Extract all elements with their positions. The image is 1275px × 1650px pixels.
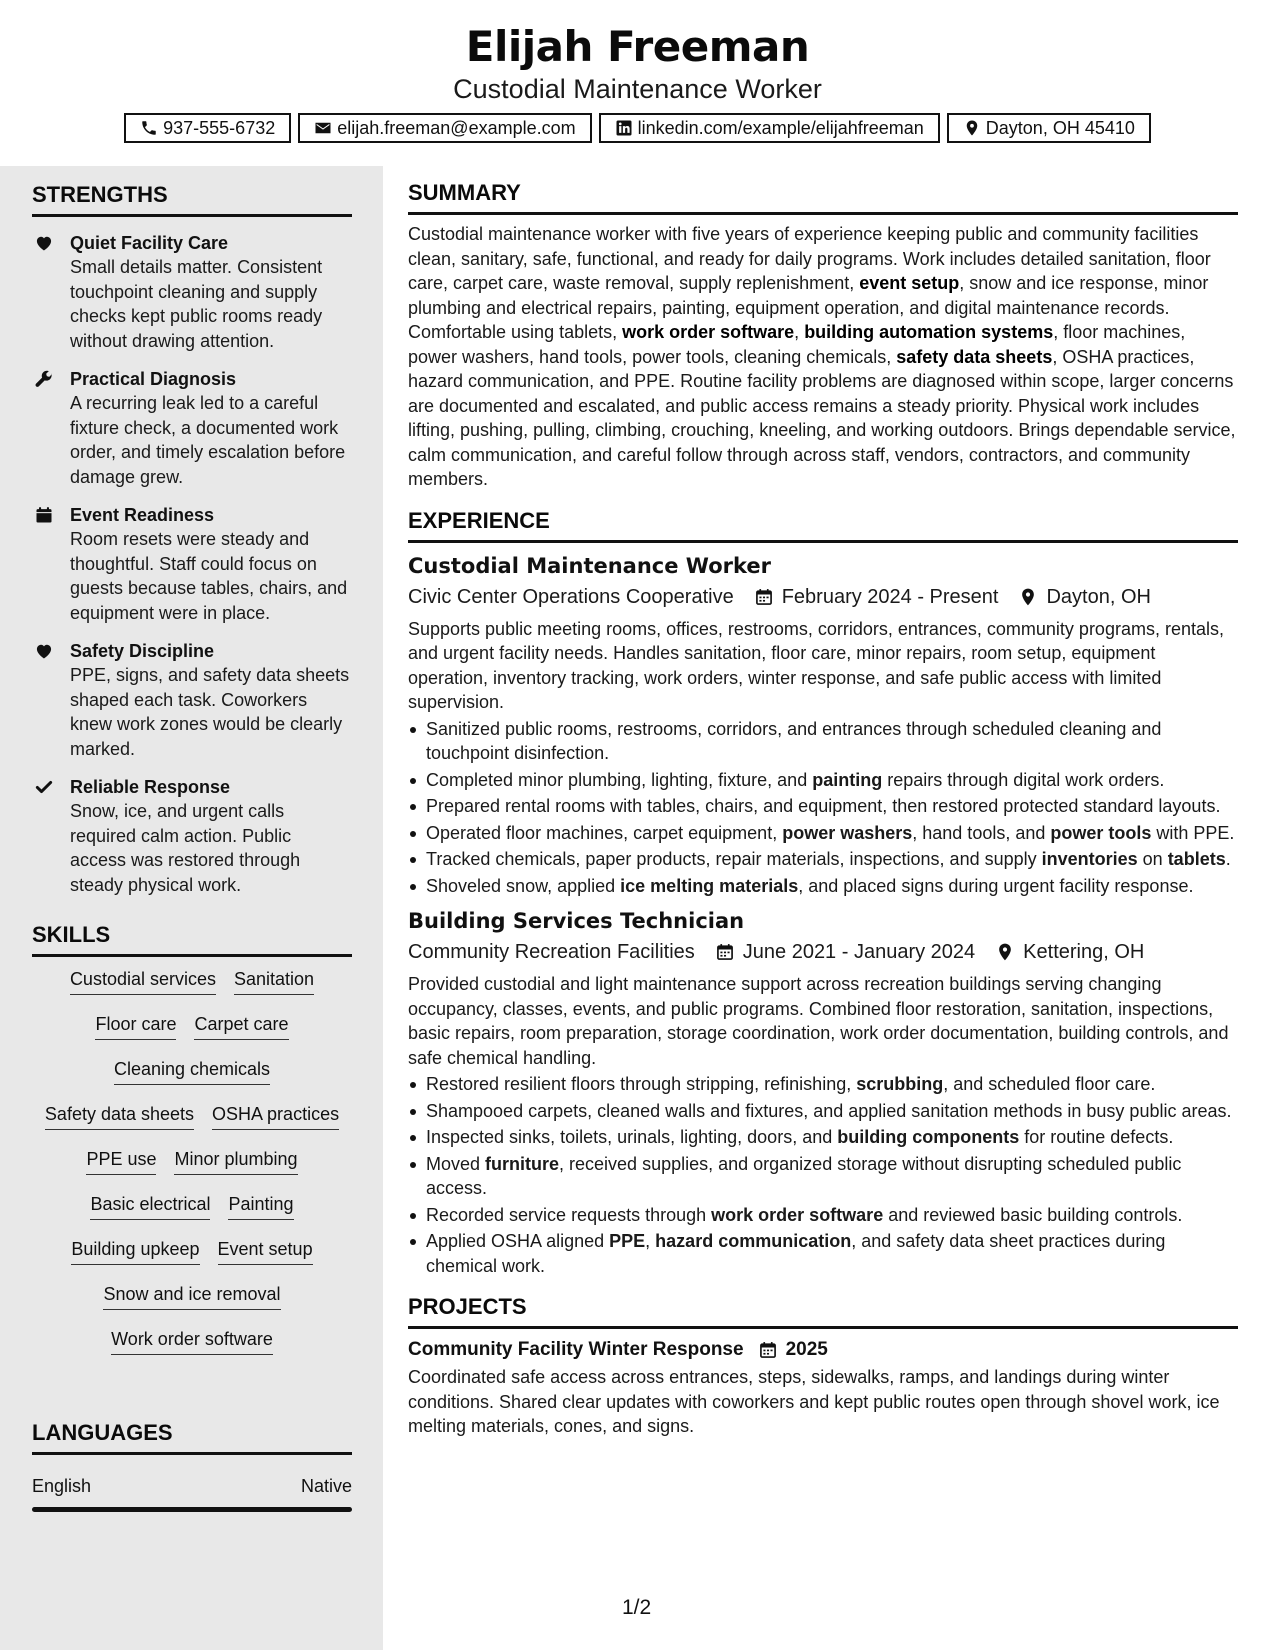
skills-title: SKILLS — [32, 922, 111, 947]
heart-icon — [34, 233, 54, 253]
bullet-item — [426, 1203, 1238, 1228]
skill-row — [32, 1012, 352, 1057]
bold-keyword: power washers — [782, 822, 913, 843]
bullet-item — [426, 821, 1238, 846]
contact-item[interactable] — [599, 113, 940, 143]
text-run: , floor machines, power washers, hand tools, power tools, cleaning chemicals, — [408, 322, 1186, 367]
projects-section — [408, 1294, 1238, 1439]
sidebar — [0, 166, 383, 1650]
skill-tag: Snow and ice removal — [103, 1282, 280, 1310]
job-location: Dayton, OH — [1046, 585, 1151, 608]
language-item — [32, 1476, 352, 1497]
section-divider — [408, 212, 1238, 215]
skill-row — [32, 1057, 352, 1102]
job-description: Provided custodial and light maintenance support across recreation buildings serving changing occupancy, classes, events, and public programs. Combined floor restoration, sanitation, inspections, basic repairs, room preparation, storage coordination, work order documentation, building controls, and safe chemical handling. — [408, 974, 1229, 1068]
job-entry — [408, 906, 1238, 1278]
skill-tag: Carpet care — [194, 1012, 288, 1040]
text-run: , — [645, 1231, 656, 1251]
skill-row — [32, 1102, 352, 1147]
skill-tag: Minor plumbing — [174, 1147, 297, 1175]
phone-icon — [140, 119, 158, 137]
skill-tag: PPE use — [86, 1147, 156, 1175]
job-dates: February 2024 - Present — [781, 585, 999, 608]
text-run: repairs through digital work orders. — [882, 769, 1165, 790]
location-icon — [1018, 587, 1038, 607]
projects-title: PROJECTS — [408, 1294, 527, 1319]
skill-tag: Event setup — [218, 1237, 313, 1265]
skill-row — [32, 1327, 352, 1372]
experience-title: EXPERIENCE — [408, 507, 550, 533]
strength-item — [32, 503, 352, 625]
text-run: . — [1225, 849, 1231, 869]
bold-keyword: work order software — [711, 1204, 884, 1225]
skill-row — [32, 967, 352, 1012]
skill-tag: Building upkeep — [71, 1237, 199, 1265]
job-meta — [408, 583, 1238, 611]
strength-title: Reliable Response — [70, 777, 231, 797]
heart-icon — [34, 641, 54, 661]
contact-bar — [0, 113, 1275, 143]
bold-keyword: scrubbing — [856, 1074, 944, 1094]
candidate-name: Elijah Freeman — [465, 22, 810, 71]
text-run: , hand tools, and — [912, 822, 1051, 843]
text-run: , and placed signs during urgent facility response. — [798, 875, 1194, 896]
check-icon — [34, 777, 54, 797]
project-description: Coordinated safe access across entrances, steps, sidewalks, ramps, and landings during winter conditions. Shared clear updates with coworkers and kept public routes open through shovel work, ice melting materials, cones, and signs. — [408, 1367, 1220, 1436]
job-dates: June 2021 - January 2024 — [742, 941, 976, 963]
text-run: Sanitized public rooms, restrooms, corridors, and entrances through scheduled cleaning and touchpoint disinfection. — [426, 718, 1162, 763]
text-run: , received supplies, and organized storage without disrupting scheduled public access. — [426, 1153, 1182, 1198]
project-title: Community Facility Winter Response — [408, 1339, 744, 1360]
strengths-list — [32, 231, 352, 897]
strengths-section — [32, 182, 352, 897]
skill-tag: Painting — [228, 1192, 293, 1220]
job-company: Community Recreation Facilities — [408, 941, 695, 963]
calendar-outline-icon — [758, 1340, 778, 1360]
bold-keyword: power tools — [1050, 822, 1152, 843]
bullet-item — [426, 847, 1238, 872]
bold-keyword: inventories — [1041, 849, 1138, 869]
contact-item[interactable] — [947, 113, 1151, 143]
bold-keyword: PPE — [609, 1231, 646, 1251]
skills-section — [32, 922, 352, 1372]
bold-keyword: ice melting materials — [620, 875, 799, 896]
section-divider — [408, 540, 1238, 543]
text-run: Restored resilient floors through stripping, refinishing, — [426, 1074, 857, 1094]
summary-title: SUMMARY — [408, 180, 521, 205]
strength-item — [32, 367, 352, 489]
summary-text — [408, 222, 1238, 492]
main-content — [408, 180, 1238, 1439]
bullet-item — [426, 794, 1238, 819]
skill-row — [32, 1192, 352, 1237]
bold-keyword: painting — [812, 769, 883, 790]
text-run: , snow and ice response, minor plumbing and electrical repairs, painting, equipment operation, and digital maintenance records. Comfortable using tablets, — [408, 273, 1209, 342]
calendar-icon — [34, 505, 54, 525]
strength-item — [32, 639, 352, 761]
text-run: on — [1137, 849, 1168, 869]
bullet-item — [426, 1152, 1238, 1201]
skill-row — [32, 1147, 352, 1192]
skill-tag: Basic electrical — [90, 1192, 210, 1220]
bullet-item — [426, 1072, 1238, 1097]
skill-tag: OSHA practices — [212, 1102, 339, 1130]
skill-tag: Work order software — [111, 1327, 273, 1355]
calendar-outline-icon — [715, 942, 735, 962]
bullet-item — [426, 717, 1238, 766]
text-run: Operated floor machines, carpet equipment, — [426, 822, 783, 843]
job-bullets — [408, 1072, 1238, 1278]
skill-tag: Floor care — [95, 1012, 176, 1040]
bullet-item — [426, 1099, 1238, 1124]
bullet-item — [426, 874, 1238, 899]
bold-keyword: furniture — [485, 1153, 560, 1174]
page-number: 1/2 — [622, 1596, 652, 1619]
language-name: English — [32, 1476, 92, 1496]
languages-title: LANGUAGES — [32, 1420, 173, 1445]
contact-text: linkedin.com/example/elijahfreeman — [637, 117, 924, 138]
wrench-icon — [34, 369, 54, 389]
contact-text: Dayton, OH 45410 — [985, 117, 1135, 138]
strength-description: PPE, signs, and safety data sheets shaped each task. Coworkers knew work zones would be clearly marked. — [70, 665, 350, 759]
bold-keyword: safety data sheets — [896, 346, 1053, 367]
strength-description: A recurring leak led to a careful fixture check, a documented work order, and timely escalation before damage grew. — [70, 393, 346, 487]
skill-tag: Custodial services — [70, 967, 216, 995]
skills-list — [32, 967, 352, 1372]
text-run: Shoveled snow, applied — [426, 875, 621, 896]
envelope-icon — [314, 119, 332, 137]
strengths-title: STRENGTHS — [32, 182, 168, 207]
text-run: Applied OSHA aligned — [426, 1231, 610, 1251]
text-run: Completed minor plumbing, lighting, fixture, and — [426, 769, 813, 790]
bullet-item — [426, 768, 1238, 793]
job-list — [408, 551, 1238, 1279]
section-divider — [32, 214, 352, 217]
calendar-outline-icon — [754, 587, 774, 607]
job-bullets — [408, 717, 1238, 899]
contact-text: elijah.freeman@example.com — [337, 117, 576, 138]
bullet-item — [426, 1125, 1238, 1150]
language-proficiency-bar — [32, 1507, 352, 1512]
section-divider — [32, 954, 352, 957]
bold-keyword: building automation systems — [804, 322, 1054, 342]
text-run: and reviewed basic building controls. — [883, 1204, 1183, 1225]
linkedin-icon — [615, 119, 633, 137]
contact-text: 937-555-6732 — [163, 117, 276, 138]
text-run: , and safety data sheet practices during chemical work. — [426, 1231, 1166, 1276]
strength-description: Small details matter. Consistent touchpoint cleaning and supply checks kept public rooms ready without drawing attention. — [70, 257, 323, 351]
bold-keyword: building components — [837, 1127, 1020, 1147]
projects-list — [408, 1339, 1238, 1439]
section-divider — [408, 1326, 1238, 1329]
candidate-role: Custodial Maintenance Worker — [453, 74, 822, 104]
text-run: Moved — [426, 1153, 486, 1174]
text-run: Inspected sinks, toilets, urinals, lighting, doors, and — [426, 1127, 838, 1147]
contact-item[interactable] — [124, 113, 291, 143]
skill-row — [32, 1282, 352, 1327]
text-run: Custodial maintenance worker with five years of experience keeping public and community facilities clean, sanitary, safe, functional, and ready for daily programs. Work includes detailed sanitation, floor care, carpet care, waste removal, supply replenishment, — [408, 224, 1211, 293]
strength-title: Safety Discipline — [70, 641, 215, 661]
text-run: for routine defects. — [1019, 1127, 1174, 1147]
project-year: 2025 — [785, 1339, 828, 1360]
bold-keyword: hazard communication — [655, 1231, 852, 1251]
text-run: , — [794, 322, 805, 342]
contact-item[interactable] — [298, 113, 591, 143]
text-run: Prepared rental rooms with tables, chairs, and equipment, then restored protected standard layouts. — [426, 796, 1221, 816]
language-level: Native — [300, 1476, 352, 1496]
skill-row — [32, 1237, 352, 1282]
job-entry — [408, 551, 1238, 899]
summary-section — [408, 180, 1238, 492]
section-divider — [32, 1452, 352, 1455]
bold-keyword: tablets — [1167, 849, 1226, 869]
text-run: Recorded service requests through — [426, 1204, 712, 1225]
strength-title: Quiet Facility Care — [70, 233, 229, 253]
strength-item — [32, 775, 352, 897]
job-location: Kettering, OH — [1023, 941, 1145, 963]
job-company: Civic Center Operations Cooperative — [408, 585, 734, 608]
strength-description: Snow, ice, and urgent calls required calm action. Public access was restored through steady physical work. — [70, 801, 301, 895]
experience-section — [408, 508, 1238, 1279]
job-description: Supports public meeting rooms, offices, restrooms, corridors, entrances, community programs, rentals, and urgent facility needs. Handles sanitation, floor care, minor repairs, room setup, equipment operation, inventory tracking, work orders, winter response, and safe public access with limited supervision. — [408, 618, 1224, 712]
bold-keyword: work order software — [622, 322, 795, 342]
project-header — [408, 1339, 1238, 1361]
strength-item — [32, 231, 352, 353]
job-title: Custodial Maintenance Worker — [408, 553, 772, 578]
strength-title: Practical Diagnosis — [70, 369, 237, 389]
skill-tag: Cleaning chemicals — [114, 1057, 270, 1085]
text-run: with PPE. — [1151, 822, 1235, 843]
skill-tag: Sanitation — [234, 967, 314, 995]
location-icon — [995, 942, 1015, 962]
text-run: , OSHA practices, hazard communication, and PPE. Routine facility problems are diagnosed within scope, larger concerns are documented and escalated, and public access remains a steady priority. Physical work includes lifting, pushing, pulling, climbing, crouching, kneeling, and working outdoors. Brings dependable service, calm communication, and careful follow through across staff, vendors, contractors, and community members. — [408, 346, 1236, 489]
bullet-item — [426, 1229, 1238, 1278]
text-run: , and scheduled floor care. — [943, 1074, 1156, 1094]
job-meta — [408, 938, 1238, 966]
text-run: Tracked chemicals, paper products, repair materials, inspections, and supply — [426, 849, 1042, 869]
map-pin-icon — [963, 119, 981, 137]
text-run: Shampooed carpets, cleaned walls and fixtures, and applied sanitation methods in busy public areas. — [426, 1100, 1232, 1121]
strength-description: Room resets were steady and thoughtful. Staff could focus on guests because tables, chairs, and equipment were in place. — [70, 529, 348, 623]
skill-tag: Safety data sheets — [45, 1102, 194, 1130]
bold-keyword: event setup — [859, 273, 960, 293]
languages-section — [32, 1420, 352, 1512]
job-title: Building Services Technician — [408, 909, 745, 933]
strength-title: Event Readiness — [70, 505, 215, 525]
